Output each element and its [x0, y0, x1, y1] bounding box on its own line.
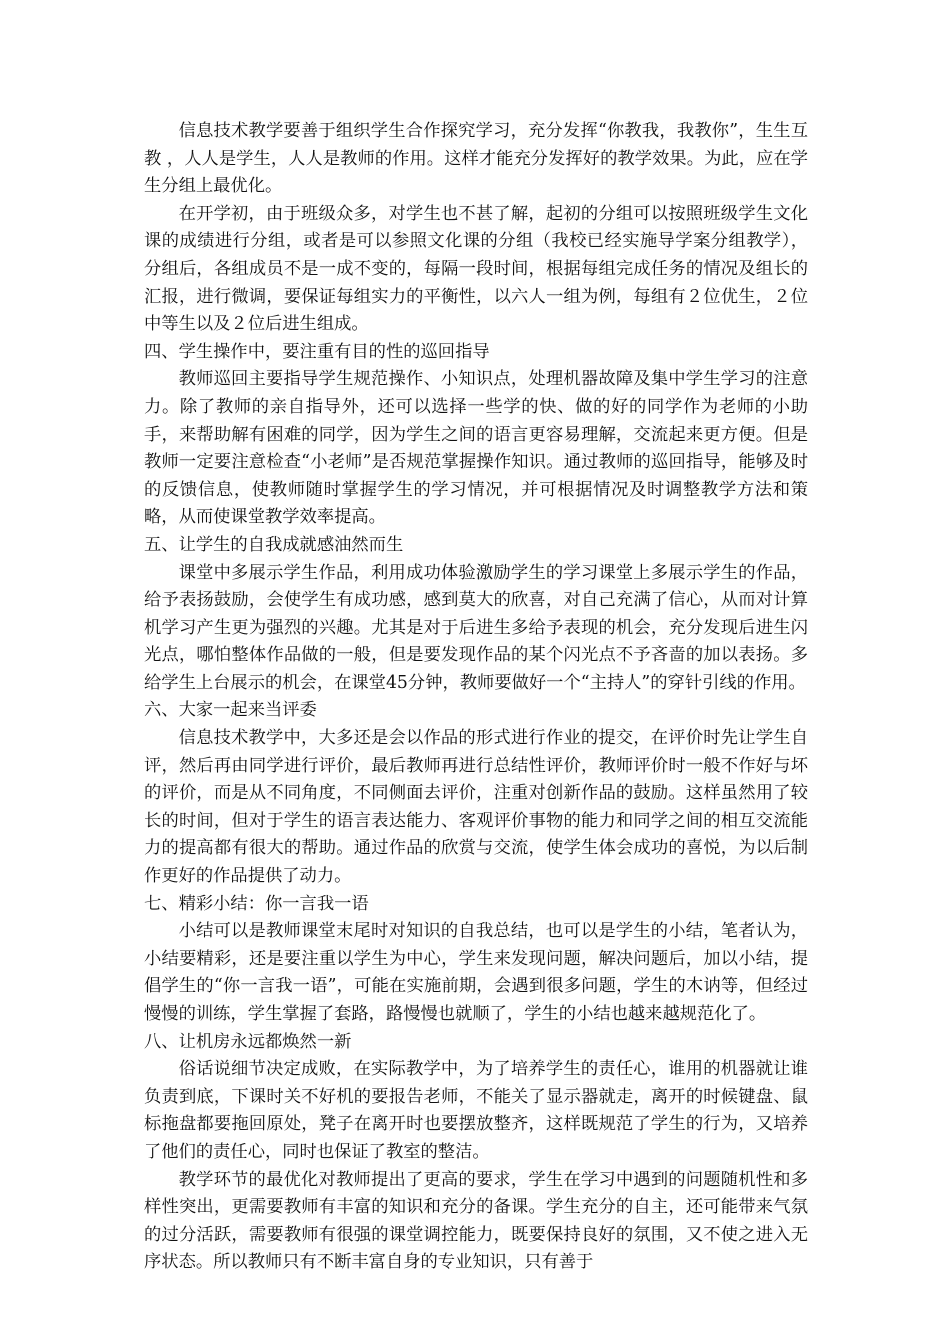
section-heading: 七、精彩小结：你一言我一语: [144, 893, 369, 914]
document-page: [144, 118, 808, 1277]
paragraph: 信息技术教学要善于组织学生合作探究学习，充分发挥“你教我，我教你”，生生互教 ，人人是学生，人人是教师的作用。这样才能充分发挥好的教学效果。为此，应在学生分组上最优化。: [144, 121, 808, 197]
paragraph: 课堂中多展示学生作品，利用成功体验激励学生的学习课堂上多展示学生的作品，给予表扬鼓励，会使学生有成功感，感到莫大的欣喜，对自己充满了信心，从而对计算机学习产生更为强烈的兴趣。尤其是对于后进生多给予表现的机会，充分发现后进生闪光点，哪怕整体作品做的一般，但是要发现作品的某个闪光点不予吝啬的加以表扬。多给学生上台展示的机会，在课堂45分钟，教师要做好一个“主持人”的穿针引线的作用。: [144, 562, 808, 693]
section-heading: 八、让机房永远都焕然一新: [144, 1031, 352, 1052]
paragraph: 在开学初，由于班级众多，对学生也不甚了解，起初的分组可以按照班级学生文化课的成绩进行分组，或者是可以参照文化课的分组（我校已经实施导学案分组教学），分组后，各组成员不是一成不变的，每隔一段时间，根据每组完成任务的情况及组长的汇报，进行微调，要保证每组实力的平衡性，以六人一组为例，每组有２位优生，２位中等生以及２位后进生组成。: [144, 203, 808, 335]
paragraph: 俗话说细节决定成败，在实际教学中，为了培养学生的责任心，谁用的机器就让谁负责到底，下课时关不好机的要报告老师，不能关了显示器就走，离开的时候键盘、鼠标拖盘都要拖回原处，凳子在离开时也要摆放整齐，这样既规范了学生的行为，又培养了他们的责任心，同时也保证了教室的整洁。: [144, 1059, 808, 1162]
paragraph: 教师巡回主要指导学生规范操作、小知识点，处理机器故障及集中学生学习的注意力。除了教师的亲自指导外，还可以选择一些学的快、做的好的同学作为老师的小助手，来帮助解有困难的同学，因为学生之间的语言更容易理解，交流起来更方便。但是教师一定要注意检查“小老师”是否规范掌握操作知识。通过教师的巡回指导，能够及时的反馈信息，使教师随时掌握学生的学习情况，并可根据情况及时调整教学方法和策略，从而使课堂教学效率提高。: [144, 369, 808, 528]
paragraph: 信息技术教学中，大多还是会以作品的形式进行作业的提交，在评价时先让学生自评，然后再由同学进行评价，最后教师再进行总结性评价，教师评价时一般不作好与坏的评价，而是从不同角度，不同侧面去评价，注重对创新作品的鼓励。这样虽然用了较长的时间，但对于学生的语言表达能力、客观评价事物的能力和同学之间的相互交流能力的提高都有很大的帮助。通过作品的欣赏与交流，使学生体会成功的喜悦，为以后制作更好的作品提供了动力。: [144, 728, 808, 887]
paragraph: 小结可以是教师课堂末尾时对知识的自我总结，也可以是学生的小结，笔者认为，小结要精彩，还是要注重以学生为中心，学生来发现问题，解决问题后，加以小结，提倡学生的“你一言我一语”，可能在实施前期，会遇到很多问题，学生的木讷等，但经过慢慢的训练，学生掌握了套路，路慢慢也就顺了，学生的小结也越来越规范化了。: [144, 921, 808, 1024]
section-heading: 五、让学生的自我成就感油然而生: [144, 534, 404, 555]
section-heading: 六、大家一起来当评委: [144, 700, 317, 721]
paragraph: 教学环节的最优化对教师提出了更高的要求，学生在学习中遇到的问题随机性和多样性突出，更需要教师有丰富的知识和充分的备课。学生充分的自主，还可能带来气氛的过分活跃，需要教师有很强的课堂调控能力，既要保持良好的氛围，又不使之进入无序状态。所以教师只有不断丰富自身的专业知识，只有善于: [144, 1169, 808, 1273]
section-heading: 四、学生操作中，要注重有目的性的巡回指导: [144, 341, 490, 362]
